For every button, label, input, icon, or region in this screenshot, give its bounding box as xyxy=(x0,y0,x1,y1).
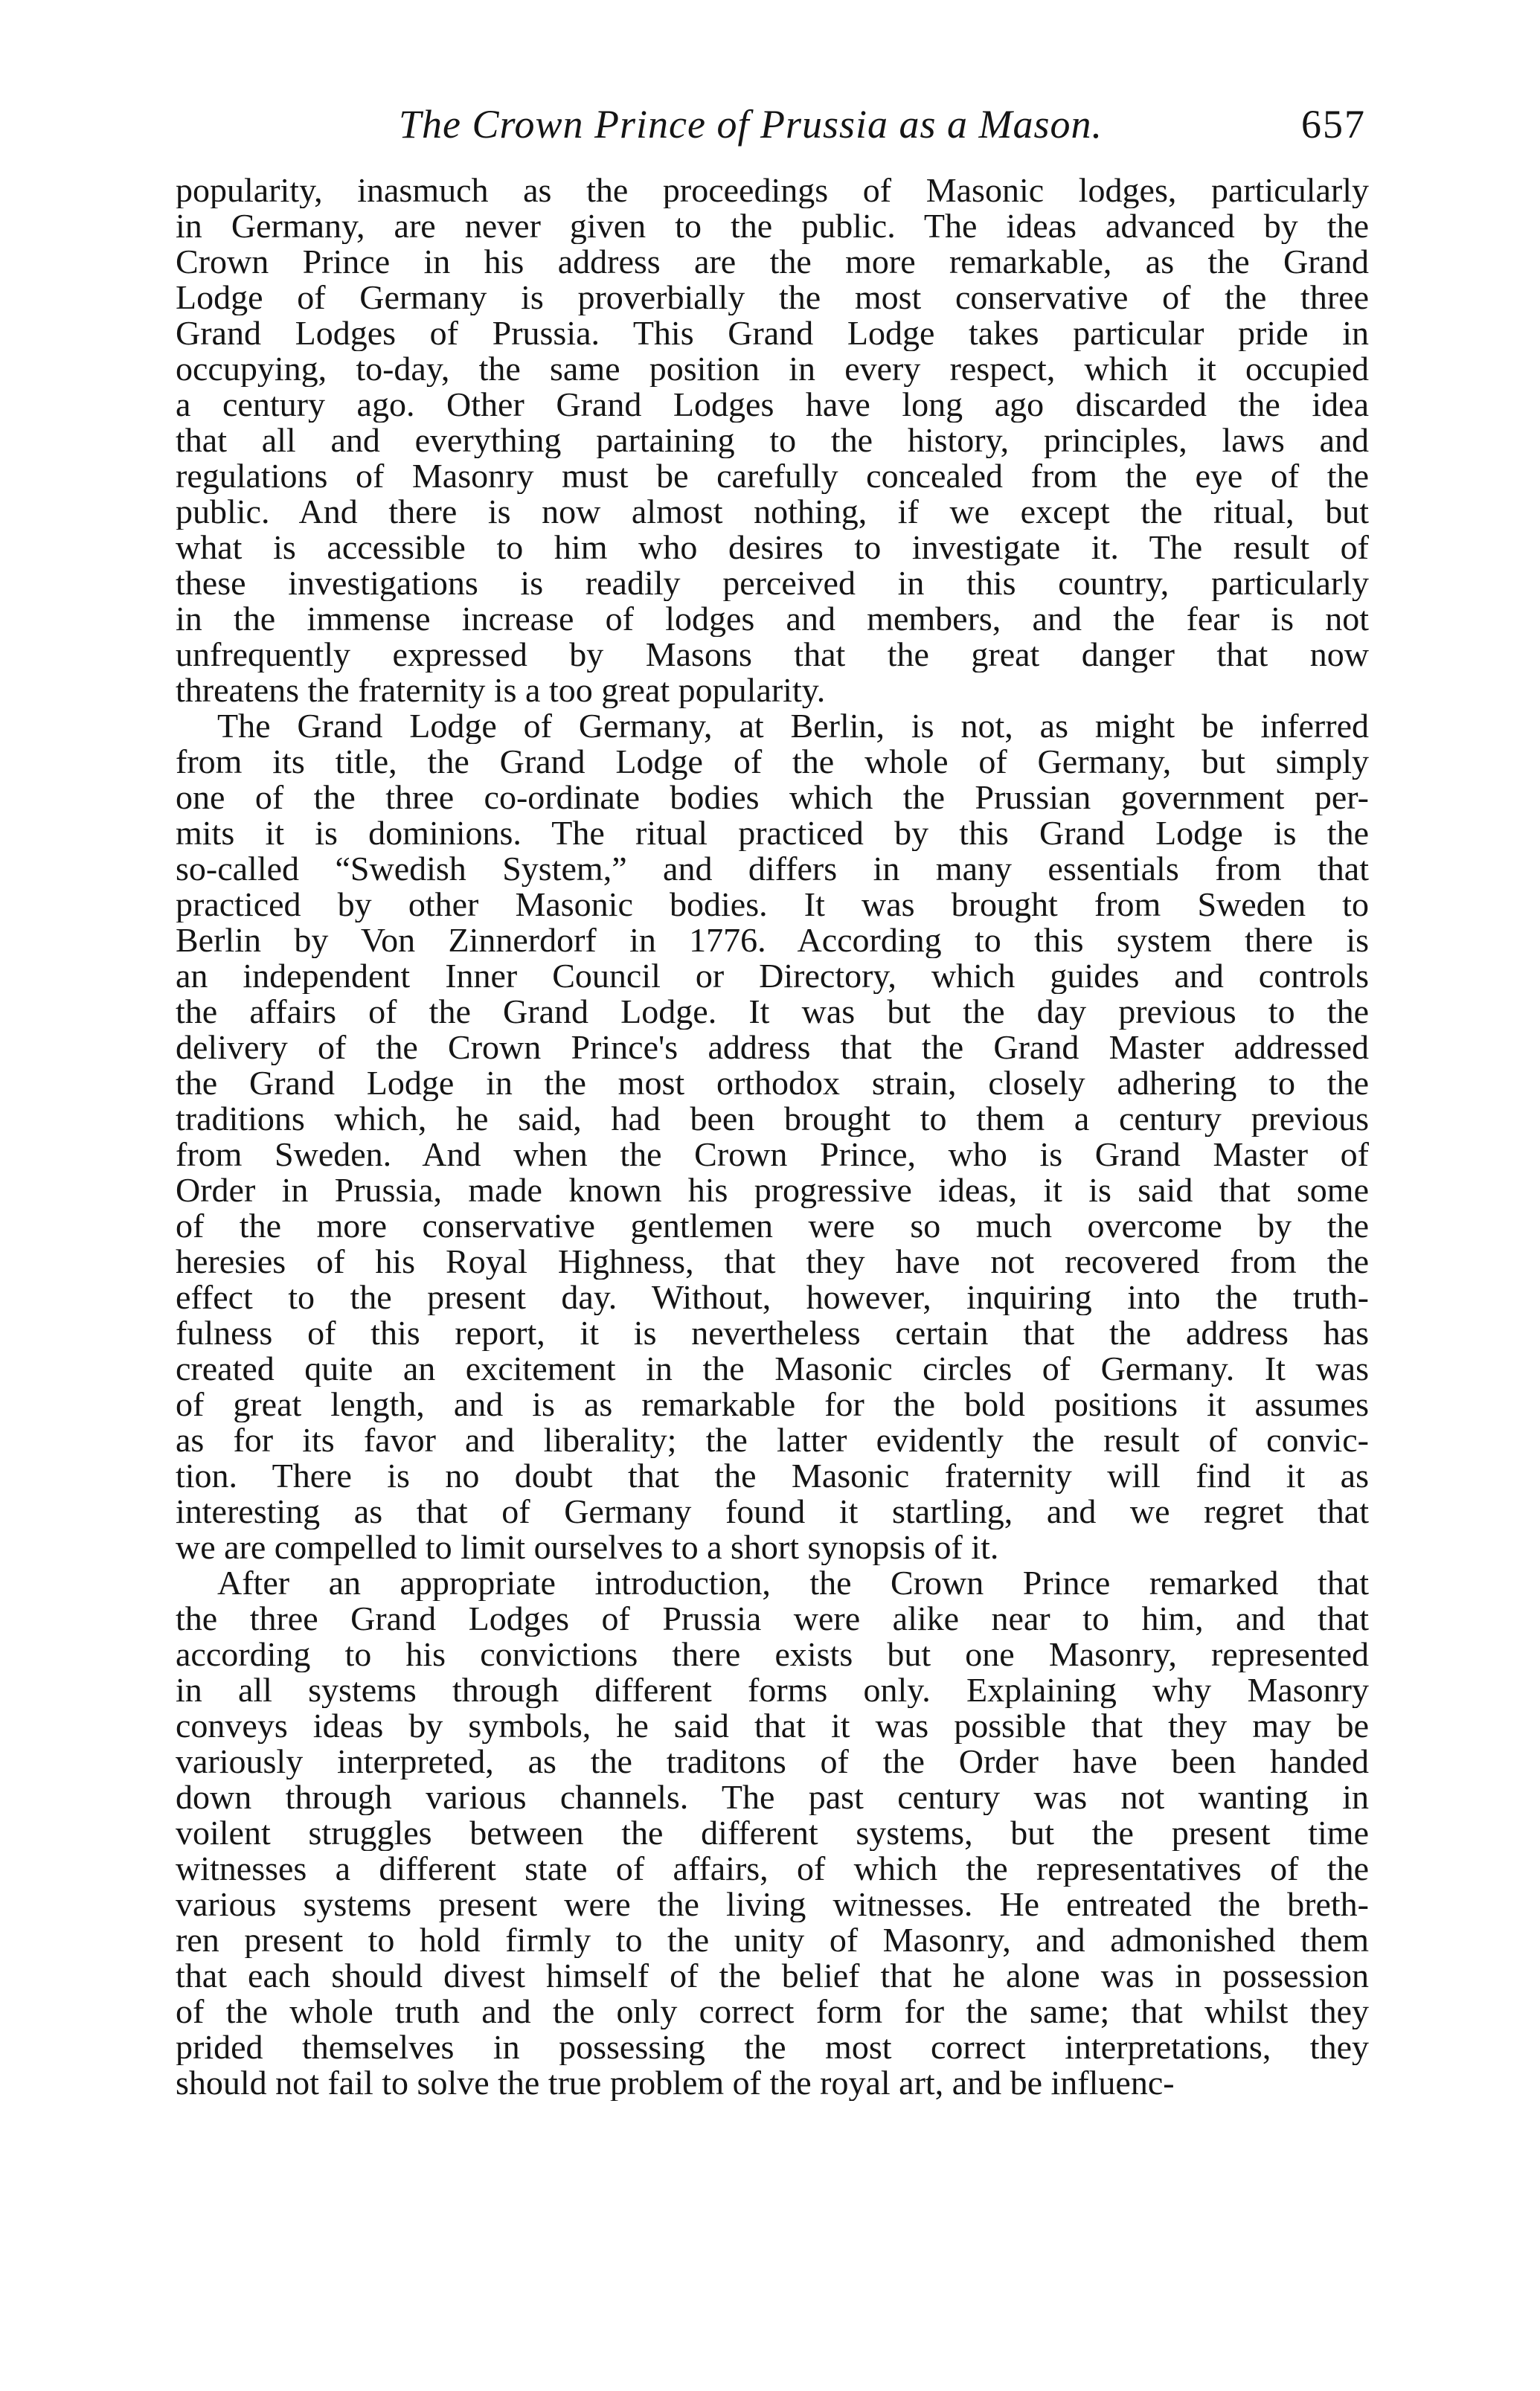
text-line: that each should divest himself of the belief that he alone was in possession xyxy=(176,1958,1369,1994)
text-line: Grand Lodges of Prussia. This Grand Lodge takes particular pride in xyxy=(176,315,1369,351)
text-line: Order in Prussia, made known his progressive ideas, it is said that some xyxy=(176,1172,1369,1208)
text-line: popularity, inasmuch as the proceedings of Masonic lodges, particularly xyxy=(176,173,1369,208)
text-line: should not fail to solve the true problem of the royal art, and be influenc- xyxy=(176,2065,1175,2101)
text-line: we are compelled to limit ourselves to a short synopsis of it. xyxy=(176,1530,999,1565)
text-line: down through various channels. The past century was not wanting in xyxy=(176,1779,1369,1815)
text-line: unfrequently expressed by Masons that the great danger that now xyxy=(176,637,1369,673)
text-line: practiced by other Masonic bodies. It was brought from Sweden to xyxy=(176,887,1369,922)
text-line: that all and everything partaining to the history, principles, laws and xyxy=(176,423,1369,458)
text-line: effect to the present day. Without, however, inquiring into the truth- xyxy=(176,1280,1369,1315)
text-line: variously interpreted, as the traditons of the Order have been handed xyxy=(176,1744,1369,1779)
text-line: so-called “Swedish System,” and differs in many essentials from that xyxy=(176,851,1369,887)
text-line: prided themselves in possessing the most correct interpretations, they xyxy=(176,2029,1369,2065)
text-line: these investigations is readily perceived in this country, particularly xyxy=(176,565,1369,601)
text-line: from its title, the Grand Lodge of the whole of Germany, but simply xyxy=(176,744,1369,780)
text-line: an independent Inner Council or Directory, which guides and controls xyxy=(176,958,1369,994)
text-line: as for its favor and liberality; the latter evidently the result of convic- xyxy=(176,1422,1369,1458)
text-line: threatens the fraternity is a too great popularity. xyxy=(176,673,826,708)
text-line: the affairs of the Grand Lodge. It was but the day previous to the xyxy=(176,994,1369,1030)
text-line: occupying, to-day, the same position in every respect, which it occupied xyxy=(176,351,1369,387)
text-line: of great length, and is as remarkable for the bold positions it assumes xyxy=(176,1387,1369,1422)
text-line: conveys ideas by symbols, he said that it was possible that they may be xyxy=(176,1708,1369,1744)
text-line: traditions which, he said, had been brought to them a century previous xyxy=(176,1101,1369,1137)
text-line: a century ago. Other Grand Lodges have long ago discarded the idea xyxy=(176,387,1369,423)
page-number: 657 xyxy=(1301,102,1366,147)
text-line: mits it is dominions. The ritual practiced by this Grand Lodge is the xyxy=(176,815,1369,851)
text-line: delivery of the Crown Prince's address that the Grand Master addressed xyxy=(176,1030,1369,1065)
text-line: various systems present were the living witnesses. He entreated the breth- xyxy=(176,1887,1369,1922)
text-line: regulations of Masonry must be carefully concealed from the eye of the xyxy=(176,458,1369,494)
text-line: the three Grand Lodges of Prussia were alike near to him, and that xyxy=(176,1601,1369,1637)
text-line: in all systems through different forms only. Explaining why Masonry xyxy=(176,1672,1369,1708)
text-line: voilent struggles between the different systems, but the present time xyxy=(176,1815,1369,1851)
running-title: The Crown Prince of Prussia as a Mason. xyxy=(399,102,1103,147)
text-line: ren present to hold firmly to the unity of Masonry, and admonished them xyxy=(176,1922,1369,1958)
paragraph xyxy=(176,173,1369,708)
paragraph xyxy=(176,1565,1369,2101)
body-text xyxy=(176,173,1369,2101)
text-line: created quite an excitement in the Masonic circles of Germany. It was xyxy=(176,1351,1369,1387)
text-line: in the immense increase of lodges and members, and the fear is not xyxy=(176,601,1369,637)
text-line: Lodge of Germany is proverbially the most conservative of the three xyxy=(176,280,1369,315)
text-line: one of the three co-ordinate bodies which the Prussian government per- xyxy=(176,780,1369,815)
text-line: The Grand Lodge of Germany, at Berlin, is not, as might be inferred xyxy=(217,708,1369,744)
text-line: fulness of this report, it is nevertheless certain that the address has xyxy=(176,1315,1369,1351)
text-line: heresies of his Royal Highness, that they have not recovered from the xyxy=(176,1244,1369,1280)
text-line: Berlin by Von Zinnerdorf in 1776. According to this system there is xyxy=(176,922,1369,958)
text-line: Crown Prince in his address are the more remarkable, as the Grand xyxy=(176,244,1369,280)
running-head xyxy=(176,101,1366,161)
text-line: interesting as that of Germany found it startling, and we regret that xyxy=(176,1494,1369,1530)
text-line: from Sweden. And when the Crown Prince, who is Grand Master of xyxy=(176,1137,1369,1172)
text-line: After an appropriate introduction, the Crown Prince remarked that xyxy=(217,1565,1369,1601)
text-line: of the whole truth and the only correct form for the same; that whilst they xyxy=(176,1994,1369,2029)
text-line: the Grand Lodge in the most orthodox strain, closely adhering to the xyxy=(176,1065,1369,1101)
text-line: in Germany, are never given to the public. The ideas advanced by the xyxy=(176,208,1369,244)
text-line: public. And there is now almost nothing, if we except the ritual, but xyxy=(176,494,1369,530)
paragraph xyxy=(176,708,1369,1565)
text-line: tion. There is no doubt that the Masonic fraternity will find it as xyxy=(176,1458,1369,1494)
text-line: witnesses a different state of affairs, of which the representatives of the xyxy=(176,1851,1369,1887)
text-line: what is accessible to him who desires to investigate it. The result of xyxy=(176,530,1369,565)
text-line: according to his convictions there exists but one Masonry, represented xyxy=(176,1637,1369,1672)
text-line: of the more conservative gentlemen were so much overcome by the xyxy=(176,1208,1369,1244)
